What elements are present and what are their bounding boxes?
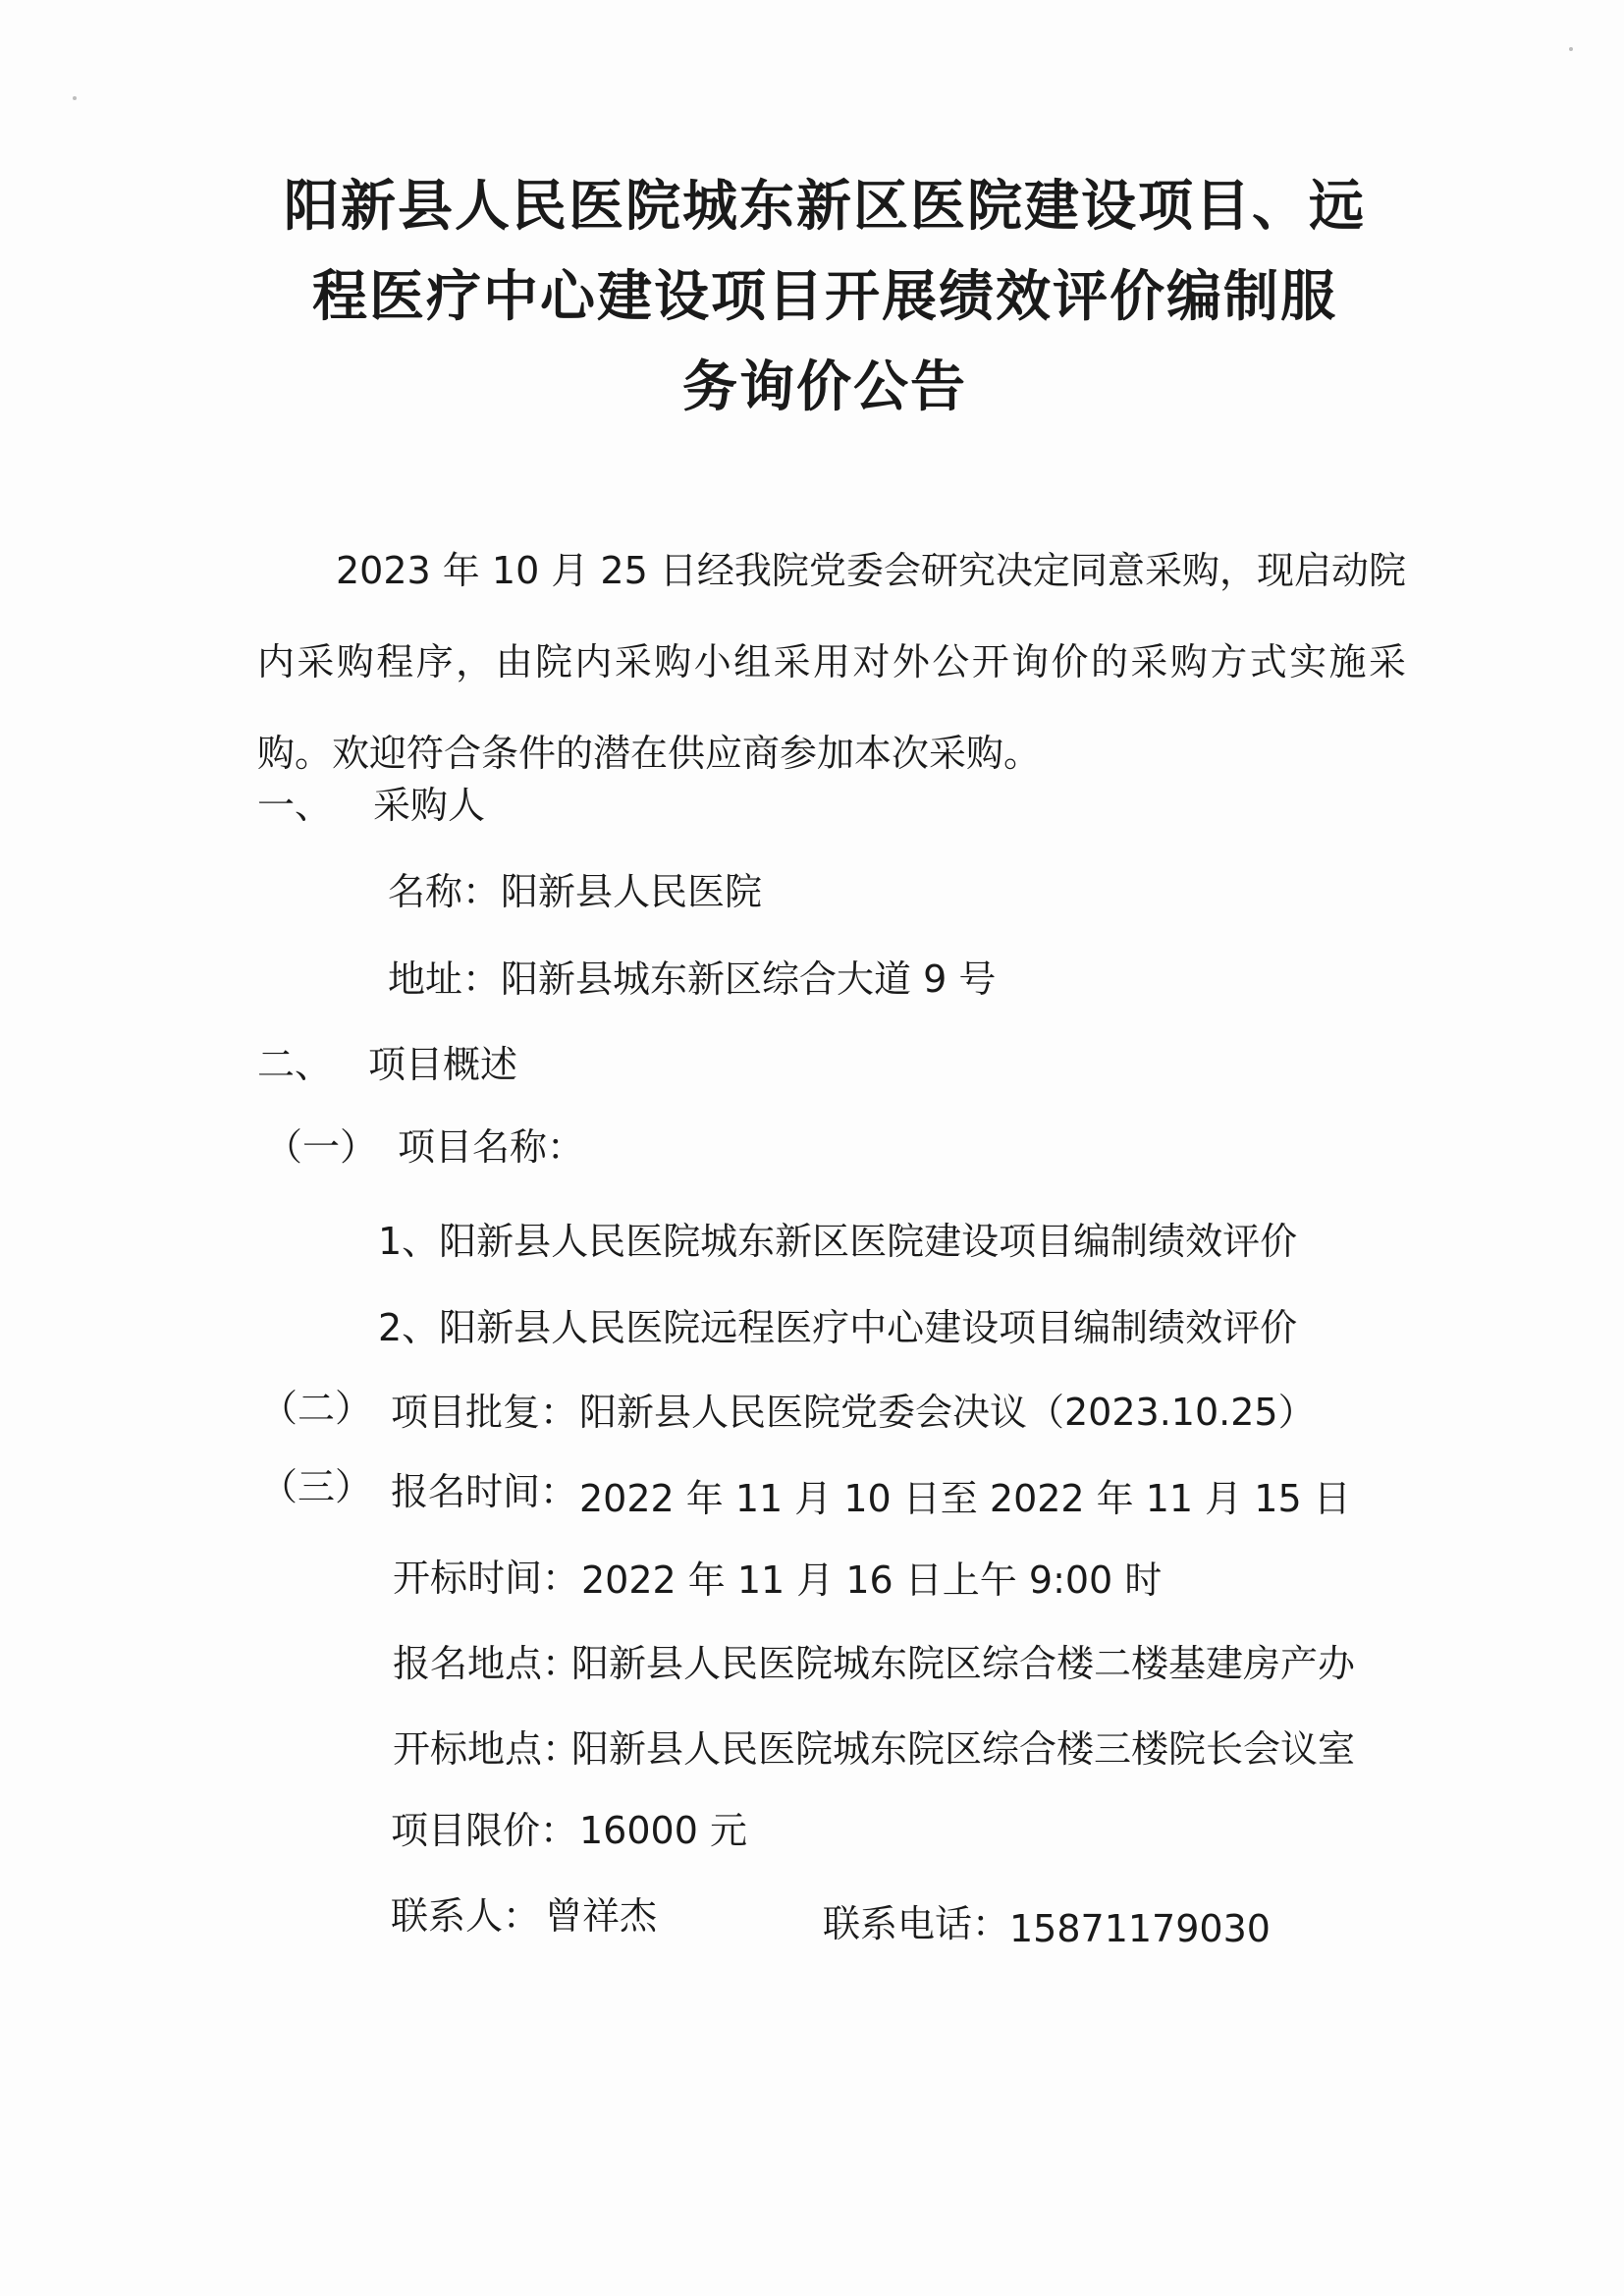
contact-phone-value: 15871179030 [1009,1907,1271,1950]
approval-value: 阳新县人民医院党委会决议（2023.10.25） [579,1391,1316,1434]
buyer-name-label: 名称： [388,870,501,913]
subsection-1-number: （一） [265,1125,378,1169]
buyer-address-label: 地址： [388,957,501,1001]
price-limit-label: 项目限价： [391,1809,578,1852]
registration-time-label: 报名时间： [391,1470,578,1513]
buyer-name-value: 阳新县人民医院 [501,870,763,913]
project-item-2: 2、阳新县人民医院远程医疗中心建设项目编制绩效评价 [378,1306,1298,1349]
section-2-heading: 项目概述 [368,1043,518,1086]
approval-label: 项目批复： [391,1391,578,1434]
buyer-address-value: 阳新县城东新区综合大道 9 号 [501,957,997,1001]
page-title [226,162,1424,433]
opening-time-value: 2022 年 11 月 16 日上午 9:00 时 [581,1558,1163,1602]
project-item-1: 1、阳新县人民医院城东新区医院建设项目编制绩效评价 [378,1220,1298,1263]
subsection-2-number: （二） [260,1387,373,1430]
intro-paragraph: 2023 年 10 月 25 日经我院党委会研究决定同意采购，现启动院内采购程序，由院内采购小组采用对外公开询价的采购方式实施采购。欢迎符合条件的潜在供应商参加本次采购。 [257,549,1406,775]
opening-place-label: 开标地点： [393,1727,580,1771]
registration-time-value: 2022 年 11 月 10 日至 2022 年 11 月 15 日 [579,1477,1351,1520]
title-line-2: 程医疗中心建设项目开展绩效评价编制服 [312,265,1337,329]
section-2-number: 二、 [257,1043,333,1086]
contact-phone-label: 联系电话： [823,1902,1010,1945]
title-line-1: 阳新县人民医院城东新区医院建设项目、远 [284,175,1366,239]
contact-person-value: 曾祥杰 [545,1894,658,1938]
contact-person-label: 联系人： [391,1894,541,1938]
scan-speck [1569,47,1573,51]
scan-speck [73,96,77,100]
project-name-label: 项目名称： [398,1125,585,1169]
title-line-3: 务询价公告 [682,355,967,419]
opening-time-label: 开标时间： [393,1557,580,1600]
price-limit-value: 16000 元 [579,1809,747,1852]
section-1-heading: 采购人 [373,784,486,827]
registration-place-value: 阳新县人民医院城东院区综合楼二楼基建房产办 [571,1642,1356,1685]
section-1-number: 一、 [257,784,333,827]
subsection-3-number: （三） [260,1465,373,1508]
registration-place-label: 报名地点： [393,1642,580,1685]
opening-place-value: 阳新县人民医院城东院区综合楼三楼院长会议室 [571,1727,1356,1771]
